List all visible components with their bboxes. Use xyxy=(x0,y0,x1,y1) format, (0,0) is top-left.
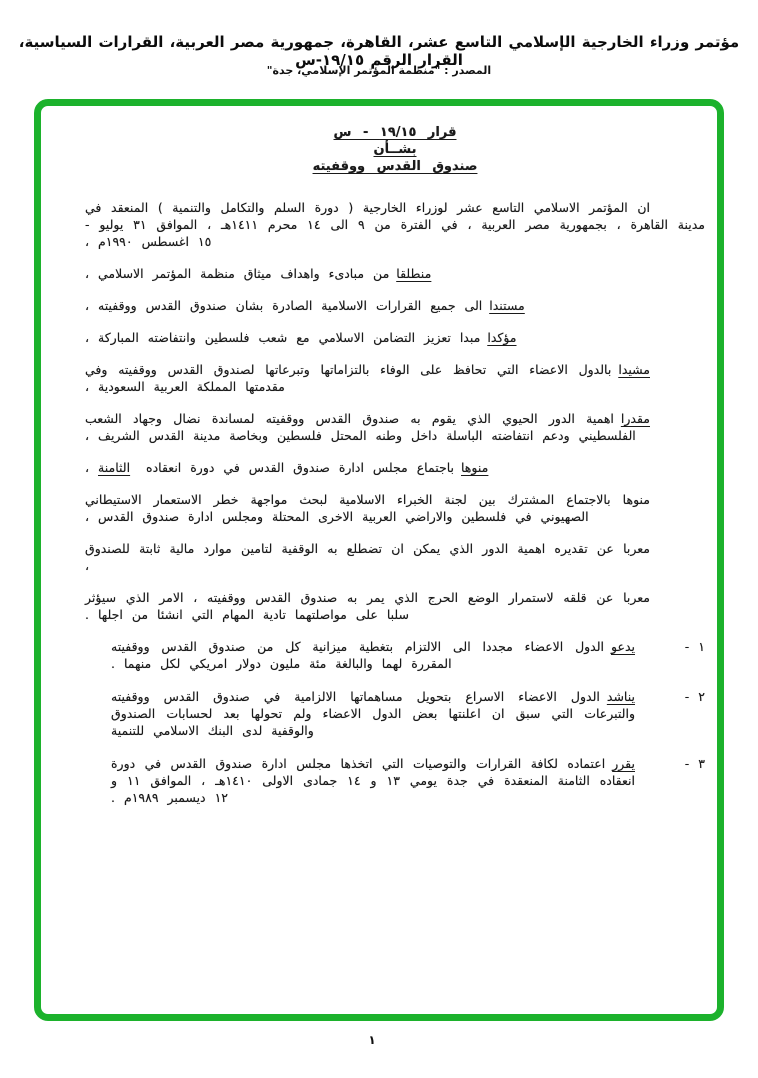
paragraph-text: الى جميع القرارات الاسلامية الصادرة بشان صندوق القدس ووقفيته ، xyxy=(85,298,483,313)
operative-item-1 xyxy=(85,638,705,672)
title-line-subject-text: صندوق القدس ووقفيته xyxy=(312,159,478,174)
paragraph-text: ان المؤتمر الاسلامي التاسع عشر لوزراء الخارجية ( دورة السلم والتكامل والتنمية ) المنعقد في مدينة القاهرة ، بجمهورية مصر العربية ، في الفترة من ٩ الى ١٤ محرم ١٤١١هـ ، الموافق ٣١ يوليو - ١٥ اغسطس ١٩٩٠م ، xyxy=(85,200,705,249)
paragraph-text: مبدا تعزيز التضامن الاسلامي مع شعب فلسطين وانتفاضته المباركة ، xyxy=(85,330,481,345)
paragraph-text: معربا عن تقديره اهمية الدور الذي يمكن ان تضطلع به الوقفية لتامين موارد مالية ثابتة للصندوق ، xyxy=(85,541,650,573)
lead-word: يقرر xyxy=(612,756,635,771)
title-line-regarding xyxy=(85,141,705,158)
source-line: المصدر : "منظمة المؤتمر الإسلامي، جدة" xyxy=(266,64,492,77)
item-number: ٣ - xyxy=(684,756,705,771)
paragraph-text-tail: ، xyxy=(85,460,90,475)
paragraph-text: اهمية الدور الحيوي الذي يقوم به صندوق القدس ووقفيته لمساندة نضال وجهاد الشعب الفلسطيني ودعم انتفاضته الباسلة داخل وطنه المحتل فلسطين وبخاصة مدينة القدس الشريف ، xyxy=(85,411,636,443)
preamble-paragraph-6 xyxy=(85,410,705,444)
title-line-number xyxy=(85,124,705,141)
scanned-document-frame xyxy=(34,99,724,1021)
operative-item-2 xyxy=(85,688,705,739)
lead-word: منوها xyxy=(461,460,489,475)
preamble-paragraph-2 xyxy=(85,265,705,282)
preamble-paragraph-3 xyxy=(85,297,705,314)
title-line-regarding-text: بشــأن xyxy=(373,142,417,157)
page-number: ١ xyxy=(368,1033,376,1047)
lead-word: مشيدا xyxy=(618,362,650,377)
underlined-word: الثامنة xyxy=(98,460,131,475)
item-body xyxy=(107,755,661,806)
item-body xyxy=(107,688,661,739)
item-body xyxy=(107,638,661,672)
preamble-paragraph-5 xyxy=(85,361,705,395)
paragraph-text: باجتماع مجلس ادارة صندوق القدس في دورة انعقاده xyxy=(146,460,454,475)
lead-word: مؤكدا xyxy=(487,330,517,345)
item-text: الدول الاعضاء الاسراع بتحويل مساهماتها الالزامية في صندوق القدس ووقفيته والتبرعات التي سبق ان اعلنتها بعض الدول الاعضاء ولم تحولها بعد لحسابات الصندوق والوقفية لدى البنك الاسلامي للتنمية xyxy=(111,689,635,738)
item-text: الدول الاعضاء مجددا الى الالتزام بتغطية ميزانية كل من صندوق القدس ووقفيته المقررة لهما والبالغة مئة مليون دولار امريكي لكل منهما . xyxy=(111,639,605,671)
document-citation-header: مؤتمر وزراء الخارجية الإسلامي التاسع عشر، القاهرة، جمهورية مصر العربية، القرارات السياسية، القرار الرقم ١٩/١٥-س xyxy=(18,33,740,69)
preamble-paragraph-1 xyxy=(85,199,705,250)
document-content xyxy=(41,106,717,806)
lead-word: يناشد xyxy=(606,689,635,704)
operative-clauses xyxy=(85,638,705,806)
operative-item-3 xyxy=(85,755,705,806)
paragraph-text: من مبادىء واهداف ميثاق منظمة المؤتمر الاسلامي ، xyxy=(85,266,390,281)
preamble-paragraph-8 xyxy=(85,491,705,525)
lead-word: منطلقا xyxy=(396,266,432,281)
paragraph-text: بالدول الاعضاء التي تحافظ على الوفاء بالتزاماتها وتبرعاتها لصندوق القدس ووقفيته وفي مقدمتها المملكة العربية السعودية ، xyxy=(85,362,612,394)
title-line-number-text: قرار ١٩/١٥ - س xyxy=(333,125,457,140)
lead-word: يدعو xyxy=(611,639,635,654)
preamble-paragraph-9 xyxy=(85,540,705,574)
item-text: اعتماده لكافة القرارات والتوصيات التي اتخذها مجلس ادارة صندوق القدس في دورة انعقاده الثامنة المنعقدة في جدة يومي ١٣ و ١٤ جمادى الاولى ١٤١٠هـ ، الموافق ١١ و ١٢ ديسمبر ١٩٨٩م . xyxy=(111,756,635,805)
preamble-paragraph-4 xyxy=(85,329,705,346)
preamble-paragraph-10 xyxy=(85,589,705,623)
item-number: ٢ - xyxy=(684,689,705,704)
preamble-paragraph-7 xyxy=(85,459,705,476)
title-line-subject xyxy=(85,158,705,175)
paragraph-text: منوها بالاجتماع المشترك بين لجنة الخبراء الاسلامية لبحث مواجهة خطر الاستعمار الاستيطاني الصهيوني في فلسطين والاراضي العربية الاخرى المحتلة ومجلس ادارة صندوق القدس ، xyxy=(85,492,650,524)
item-number: ١ - xyxy=(684,639,705,654)
lead-word: مقدرا xyxy=(620,411,650,426)
paragraph-text: معربا عن قلقه لاستمرار الوضع الحرج الذي يمر به صندوق القدس ووقفيته ، الامر الذي سيؤثر سلبا على مواصلتهما تادية المهام التي انشئا من اجلها . xyxy=(85,590,650,622)
lead-word: مستندا xyxy=(489,298,525,313)
resolution-title xyxy=(85,124,705,175)
